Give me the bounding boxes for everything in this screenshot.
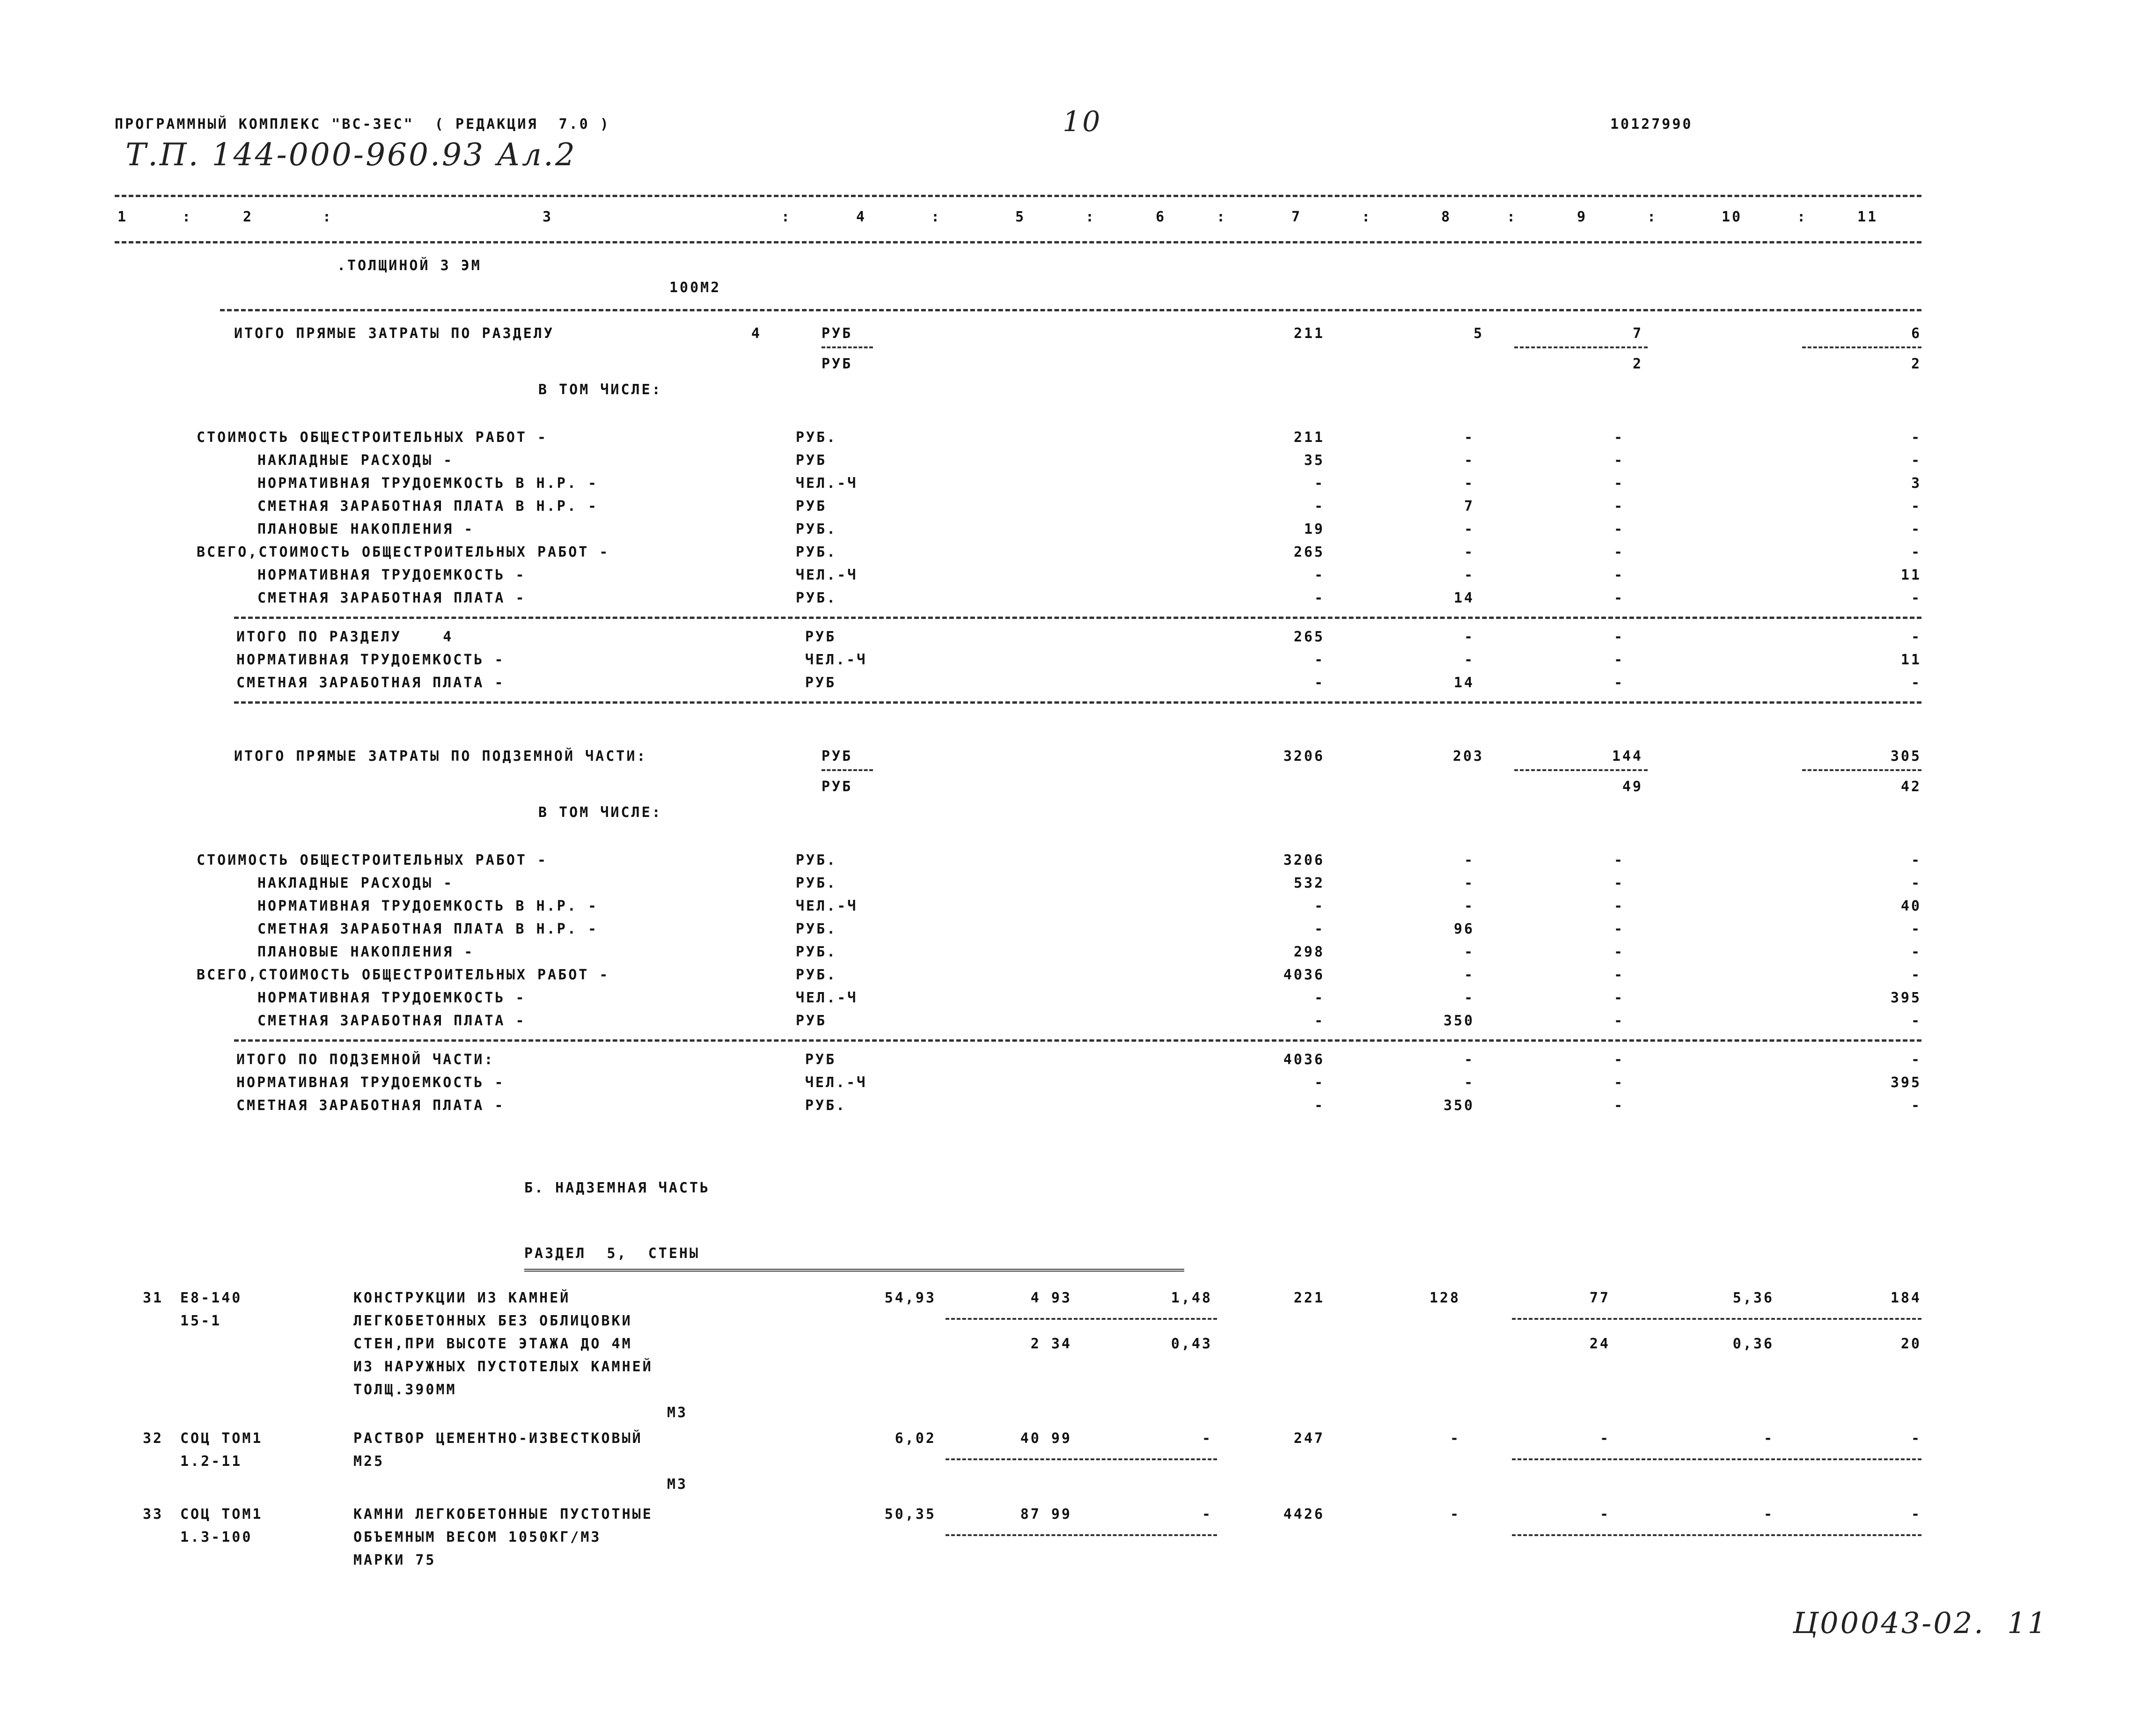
cost-breakdown-label: ПЛАНОВЫЕ НАКОПЛЕНИЯ -: [257, 521, 475, 537]
cost-breakdown-col8: -: [1464, 452, 1474, 469]
document-reference: Т.П. 144-000-960.93 Ал.2: [125, 137, 577, 173]
cost-breakdown-col9: -: [1613, 452, 1624, 469]
item-col5: 40 99: [1020, 1430, 1072, 1447]
item-unit: М3: [667, 1405, 688, 1421]
cost-breakdown-col11: 11: [1900, 567, 1921, 583]
including-label: В ТОМ ЧИСЛЕ:: [538, 804, 662, 821]
item-number: 33: [143, 1506, 164, 1523]
section-total-col9: -: [1613, 629, 1624, 645]
section-total-col8: -: [1464, 1074, 1474, 1091]
item-col10: -: [1763, 1506, 1774, 1523]
column-header-8: 8: [1441, 209, 1452, 225]
cost-breakdown-col11: -: [1911, 452, 1921, 469]
cost-breakdown-col7: -: [1314, 475, 1325, 492]
page-number: 10: [1063, 105, 1102, 138]
cost-breakdown-col11: -: [1911, 1013, 1921, 1029]
cost-breakdown-label: ПЛАНОВЫЕ НАКОПЛЕНИЯ -: [257, 944, 475, 960]
item-col7: 221: [1293, 1290, 1325, 1306]
cost-breakdown-col9: -: [1613, 852, 1624, 868]
cost-breakdown-col9: -: [1613, 429, 1624, 446]
document-code: 10127990: [1610, 116, 1693, 132]
cost-breakdown-unit: РУБ: [796, 1013, 827, 1029]
column-header-4: 4: [856, 209, 867, 225]
direct-costs-unit-2: РУБ: [821, 356, 853, 372]
item-description: КАМНИ ЛЕГКОБЕТОННЫЕ ПУСТОТНЫЕ: [353, 1506, 653, 1523]
cost-breakdown-unit: ЧЕЛ.-Ч: [796, 475, 858, 492]
item-quantity: 54,93: [884, 1290, 936, 1306]
cost-breakdown-col7: 19: [1304, 521, 1325, 537]
item-description: ЛЕГКОБЕТОННЫХ БЕЗ ОБЛИЦОВКИ: [353, 1313, 632, 1329]
direct-costs-col7: 211: [1293, 325, 1325, 342]
item-col5: 4 93: [1030, 1290, 1072, 1306]
item-unit: М3: [667, 1476, 688, 1493]
cost-breakdown-unit: РУБ: [796, 452, 827, 469]
header-rule-top: [115, 195, 1921, 197]
col11-underline: [1802, 769, 1921, 771]
item-number: 31: [143, 1290, 164, 1306]
cost-breakdown-col8: -: [1464, 521, 1474, 537]
item-col11: 184: [1890, 1290, 1921, 1306]
cost-breakdown-unit: РУБ.: [796, 875, 837, 891]
col11-underline: [1802, 346, 1921, 348]
cost-breakdown-unit: ЧЕЛ.-Ч: [796, 898, 858, 914]
cost-breakdown-col11: -: [1911, 521, 1921, 537]
item-col9: 77: [1589, 1290, 1610, 1306]
section-total-unit: ЧЕЛ.-Ч: [805, 652, 867, 668]
column-divider: :: [1647, 209, 1658, 225]
item-subrule: [946, 1318, 1217, 1320]
cost-breakdown-col8: 7: [1464, 498, 1474, 515]
cost-breakdown-label: СТОИМОСТЬ ОБЩЕСТРОИТЕЛЬНЫХ РАБОТ -: [197, 852, 548, 868]
item-col10-wages: 0,36: [1732, 1336, 1774, 1352]
column-header-2: 2: [242, 209, 254, 225]
cost-breakdown-unit: ЧЕЛ.-Ч: [796, 567, 858, 583]
section-total-col11: -: [1911, 675, 1921, 691]
item-col5-wages: 2 34: [1030, 1336, 1072, 1352]
cost-breakdown-col9: -: [1613, 1013, 1624, 1029]
item-code: СОЦ ТОМ1: [180, 1430, 263, 1447]
section-total-col11: -: [1911, 1097, 1921, 1114]
cost-breakdown-col11: -: [1911, 429, 1921, 446]
column-header-1: 1: [117, 209, 128, 225]
header-rule-bottom: [115, 241, 1921, 243]
cost-breakdown-col9: -: [1613, 875, 1624, 891]
program-header: ПРОГРАММНЫЙ КОМПЛЕКС "ВС-ЗЕС" ( РЕДАКЦИЯ 7.0 ): [115, 116, 610, 132]
section-total-col11: 11: [1900, 652, 1921, 668]
unit-underline: [821, 769, 873, 771]
cost-breakdown-col9: -: [1613, 944, 1624, 960]
direct-costs-col9: 144: [1612, 748, 1643, 765]
rule-a: [220, 309, 1921, 311]
item-col10: 5,36: [1732, 1290, 1774, 1306]
section-total-unit: РУБ: [805, 629, 836, 645]
section-total-unit: РУБ: [805, 675, 836, 691]
direct-costs-col11-wages: 2: [1911, 356, 1921, 372]
section-total-col7: 265: [1293, 629, 1325, 645]
cost-breakdown-col11: -: [1911, 852, 1921, 868]
cost-breakdown-col7: 35: [1304, 452, 1325, 469]
direct-costs-col7: 3206: [1283, 748, 1325, 765]
item-code-2: 1.2-11: [180, 1453, 242, 1470]
section-total-col7: -: [1314, 1074, 1325, 1091]
item-col11: -: [1911, 1506, 1921, 1523]
cost-breakdown-col7: 211: [1293, 429, 1325, 446]
cost-breakdown-col8: -: [1464, 567, 1474, 583]
item-col6-wages: 0,43: [1171, 1336, 1212, 1352]
section-total-col9: -: [1613, 1052, 1624, 1068]
cost-breakdown-col9: -: [1613, 544, 1624, 560]
item-quantity: 6,02: [895, 1430, 936, 1447]
section-total-unit: ЧЕЛ.-Ч: [805, 1074, 867, 1091]
section-total-col11: -: [1911, 1052, 1921, 1068]
cost-breakdown-unit: РУБ.: [796, 967, 837, 983]
cost-breakdown-col7: 3206: [1283, 852, 1325, 868]
top-note: .ТОЛЩИНОЙ 3 ЭМ: [337, 257, 482, 274]
cost-breakdown-col7: -: [1314, 567, 1325, 583]
cost-breakdown-col8: 96: [1453, 921, 1474, 937]
item-description: ТОЛЩ.390ММ: [353, 1382, 457, 1398]
cost-breakdown-unit: РУБ.: [796, 544, 837, 560]
cost-breakdown-col7: -: [1314, 898, 1325, 914]
cost-breakdown-col8: -: [1464, 944, 1474, 960]
cost-breakdown-col11: -: [1911, 967, 1921, 983]
cost-breakdown-unit: РУБ.: [796, 521, 837, 537]
direct-costs-unit: РУБ: [821, 748, 853, 765]
section-total-col7: -: [1314, 1097, 1325, 1114]
section-4-end-rule: [234, 701, 1921, 704]
cost-breakdown-col7: 4036: [1283, 967, 1325, 983]
section-total-col11: 395: [1890, 1074, 1921, 1091]
including-label: В ТОМ ЧИСЛЕ:: [538, 382, 662, 398]
section-total-col8: -: [1464, 652, 1474, 668]
cost-breakdown-col9: -: [1613, 967, 1624, 983]
unit-underline: [821, 346, 873, 348]
cost-breakdown-unit: РУБ.: [796, 921, 837, 937]
cost-breakdown-col8: -: [1464, 429, 1474, 446]
cost-breakdown-col11: 40: [1900, 898, 1921, 914]
cost-breakdown-col8: 14: [1453, 590, 1474, 606]
cost-breakdown-label: СМЕТНАЯ ЗАРАБОТНАЯ ПЛАТА -: [257, 1013, 526, 1029]
section-total-label: НОРМАТИВНАЯ ТРУДОЕМКОСТЬ -: [236, 652, 505, 668]
item-col8: -: [1450, 1506, 1460, 1523]
cost-breakdown-col11: 395: [1890, 990, 1921, 1006]
cost-breakdown-col11: -: [1911, 544, 1921, 560]
cost-breakdown-col7: 298: [1293, 944, 1325, 960]
section-total-col9: -: [1613, 1074, 1624, 1091]
cost-breakdown-col8: -: [1464, 475, 1474, 492]
item-subrule-right: [1512, 1534, 1921, 1536]
breakdown-rule: [234, 1039, 1921, 1042]
cost-breakdown-col7: -: [1314, 498, 1325, 515]
cost-breakdown-unit: ЧЕЛ.-Ч: [796, 990, 858, 1006]
cost-breakdown-label: НАКЛАДНЫЕ РАСХОДЫ -: [257, 875, 454, 891]
item-col11-wages: 20: [1900, 1336, 1921, 1352]
direct-costs-col8: 5: [1473, 325, 1484, 342]
section-total-col7: -: [1314, 652, 1325, 668]
column-divider: :: [182, 209, 193, 225]
col9-underline: [1514, 769, 1648, 771]
item-col11: -: [1911, 1430, 1921, 1447]
cost-breakdown-unit: РУБ: [796, 498, 827, 515]
item-subrule: [946, 1458, 1217, 1460]
column-divider: :: [1797, 209, 1808, 225]
direct-costs-col8: 203: [1452, 748, 1484, 765]
breakdown-rule: [234, 617, 1921, 619]
cost-breakdown-col9: -: [1613, 921, 1624, 937]
cost-breakdown-col11: -: [1911, 590, 1921, 606]
item-description: М25: [353, 1453, 385, 1470]
cost-breakdown-col7: 265: [1293, 544, 1325, 560]
cost-breakdown-col9: -: [1613, 498, 1624, 515]
section-total-unit: РУБ: [805, 1052, 836, 1068]
cost-breakdown-col7: 532: [1293, 875, 1325, 891]
cost-breakdown-unit: РУБ.: [796, 944, 837, 960]
section-5-underline: [524, 1269, 1184, 1272]
cost-breakdown-col11: -: [1911, 875, 1921, 891]
column-divider: :: [322, 209, 333, 225]
item-col6: 1,48: [1171, 1290, 1212, 1306]
item-col9-wages: 24: [1589, 1336, 1610, 1352]
column-divider: :: [1085, 209, 1096, 225]
cost-breakdown-col9: -: [1613, 475, 1624, 492]
cost-breakdown-label: СМЕТНАЯ ЗАРАБОТНАЯ ПЛАТА -: [257, 590, 526, 606]
col9-underline: [1514, 346, 1648, 348]
column-divider: :: [1216, 209, 1227, 225]
item-description: МАРКИ 75: [353, 1552, 436, 1568]
cost-breakdown-label: ВСЕГО,СТОИМОСТЬ ОБЩЕСТРОИТЕЛЬНЫХ РАБОТ -: [197, 544, 610, 560]
section-total-col11: -: [1911, 629, 1921, 645]
cost-breakdown-col11: -: [1911, 498, 1921, 515]
top-unit: 100М2: [669, 280, 721, 296]
direct-costs-col9-wages: 49: [1622, 779, 1643, 795]
direct-costs-unit: РУБ: [821, 325, 853, 342]
section-total-col8: -: [1464, 1052, 1474, 1068]
item-col8: 128: [1429, 1290, 1460, 1306]
cost-breakdown-unit: РУБ.: [796, 590, 837, 606]
cost-breakdown-col7: -: [1314, 990, 1325, 1006]
cost-breakdown-unit: РУБ.: [796, 852, 837, 868]
cost-breakdown-col9: -: [1613, 590, 1624, 606]
cost-breakdown-label: НОРМАТИВНАЯ ТРУДОЕМКОСТЬ В Н.Р. -: [257, 898, 599, 914]
item-col6: -: [1202, 1506, 1212, 1523]
cost-breakdown-col8: -: [1464, 544, 1474, 560]
item-code-2: 15-1: [180, 1313, 222, 1329]
direct-costs-col9: 7: [1632, 325, 1643, 342]
section-total-col9: -: [1613, 675, 1624, 691]
item-col9: -: [1599, 1506, 1610, 1523]
column-header-9: 9: [1577, 209, 1588, 225]
cost-breakdown-col7: -: [1314, 1013, 1325, 1029]
cost-breakdown-label: НАКЛАДНЫЕ РАСХОДЫ -: [257, 452, 454, 469]
item-col6: -: [1202, 1430, 1212, 1447]
cost-breakdown-unit: РУБ.: [796, 429, 837, 446]
direct-costs-label: ИТОГО ПРЯМЫЕ ЗАТРАТЫ ПО РАЗДЕЛУ: [234, 325, 554, 342]
item-col5: 87 99: [1020, 1506, 1072, 1523]
section-total-unit: РУБ.: [805, 1097, 847, 1114]
direct-costs-col11: 305: [1890, 748, 1921, 765]
direct-costs-col11-wages: 42: [1900, 779, 1921, 795]
cost-breakdown-col9: -: [1613, 990, 1624, 1006]
footer-stamp: Ц00043-02. 11: [1793, 1606, 2048, 1640]
item-code: СОЦ ТОМ1: [180, 1506, 263, 1523]
item-col7: 247: [1293, 1430, 1325, 1447]
item-quantity: 50,35: [884, 1506, 936, 1523]
cost-breakdown-col8: 350: [1443, 1013, 1474, 1029]
column-header-5: 5: [1015, 209, 1026, 225]
direct-costs-unit-2: РУБ: [821, 779, 853, 795]
cost-breakdown-col8: -: [1464, 875, 1474, 891]
section-total-col7: -: [1314, 675, 1325, 691]
cost-breakdown-label: СМЕТНАЯ ЗАРАБОТНАЯ ПЛАТА В Н.Р. -: [257, 921, 599, 937]
item-subrule-right: [1512, 1458, 1921, 1460]
cost-breakdown-col11: 3: [1911, 475, 1921, 492]
column-divider: :: [931, 209, 942, 225]
cost-breakdown-col7: -: [1314, 590, 1325, 606]
direct-costs-col9-wages: 2: [1632, 356, 1643, 372]
section-total-col9: -: [1613, 1097, 1624, 1114]
section-total-col8: 350: [1443, 1097, 1474, 1114]
direct-costs-label: ИТОГО ПРЯМЫЕ ЗАТРАТЫ ПО ПОДЗЕМНОЙ ЧАСТИ:: [234, 748, 647, 765]
cost-breakdown-col9: -: [1613, 567, 1624, 583]
column-divider: :: [1361, 209, 1372, 225]
item-code: Е8-140: [180, 1290, 242, 1306]
column-header-6: 6: [1155, 209, 1166, 225]
cost-breakdown-label: НОРМАТИВНАЯ ТРУДОЕМКОСТЬ -: [257, 567, 526, 583]
cost-breakdown-label: НОРМАТИВНАЯ ТРУДОЕМКОСТЬ -: [257, 990, 526, 1006]
item-code-2: 1.3-100: [180, 1529, 253, 1545]
section-total-label: СМЕТНАЯ ЗАРАБОТНАЯ ПЛАТА -: [236, 675, 505, 691]
cost-breakdown-col9: -: [1613, 521, 1624, 537]
cost-breakdown-col8: -: [1464, 990, 1474, 1006]
section-total-label: СМЕТНАЯ ЗАРАБОТНАЯ ПЛАТА -: [236, 1097, 505, 1114]
column-header-7: 7: [1291, 209, 1302, 225]
cost-breakdown-col8: -: [1464, 898, 1474, 914]
section-total-col9: -: [1613, 652, 1624, 668]
column-divider: :: [781, 209, 792, 225]
section-total-col7: 4036: [1283, 1052, 1325, 1068]
section-total-col8: 14: [1453, 675, 1474, 691]
cost-breakdown-label: ВСЕГО,СТОИМОСТЬ ОБЩЕСТРОИТЕЛЬНЫХ РАБОТ -: [197, 967, 610, 983]
item-col9: -: [1599, 1430, 1610, 1447]
item-description: КОНСТРУКЦИИ ИЗ КАМНЕЙ: [353, 1290, 571, 1306]
column-header-3: 3: [542, 209, 553, 225]
direct-costs-section-number: 4: [751, 325, 762, 342]
part-b-title: Б. НАДЗЕМНАЯ ЧАСТЬ: [524, 1180, 711, 1196]
cost-breakdown-col11: -: [1911, 921, 1921, 937]
cost-breakdown-label: СТОИМОСТЬ ОБЩЕСТРОИТЕЛЬНЫХ РАБОТ -: [197, 429, 548, 446]
column-divider: :: [1506, 209, 1518, 225]
cost-breakdown-label: НОРМАТИВНАЯ ТРУДОЕМКОСТЬ В Н.Р. -: [257, 475, 599, 492]
item-description: СТЕН,ПРИ ВЫСОТЕ ЭТАЖА ДО 4М: [353, 1336, 632, 1352]
section-total-label: ИТОГО ПО РАЗДЕЛУ 4: [236, 629, 454, 645]
section-total-col8: -: [1464, 629, 1474, 645]
cost-breakdown-col9: -: [1613, 898, 1624, 914]
cost-breakdown-label: СМЕТНАЯ ЗАРАБОТНАЯ ПЛАТА В Н.Р. -: [257, 498, 599, 515]
section-5-title: РАЗДЕЛ 5, СТЕНЫ: [524, 1245, 700, 1262]
item-col7: 4426: [1283, 1506, 1325, 1523]
item-subrule-right: [1512, 1318, 1921, 1320]
cost-breakdown-col11: -: [1911, 944, 1921, 960]
item-subrule: [946, 1534, 1217, 1536]
cost-breakdown-col8: -: [1464, 967, 1474, 983]
item-col8: -: [1450, 1430, 1460, 1447]
section-total-label: НОРМАТИВНАЯ ТРУДОЕМКОСТЬ -: [236, 1074, 505, 1091]
cost-breakdown-col8: -: [1464, 852, 1474, 868]
column-header-11: 11: [1857, 209, 1878, 225]
item-col10: -: [1763, 1430, 1774, 1447]
item-description: РАСТВОР ЦЕМЕНТНО-ИЗВЕСТКОВЫЙ: [353, 1430, 643, 1447]
item-description: ОБЪЕМНЫМ ВЕСОМ 1050КГ/М3: [353, 1529, 601, 1545]
column-header-10: 10: [1721, 209, 1743, 225]
direct-costs-col11: 6: [1911, 325, 1921, 342]
item-description: ИЗ НАРУЖНЫХ ПУСТОТЕЛЫХ КАМНЕЙ: [353, 1359, 653, 1375]
section-total-label: ИТОГО ПО ПОДЗЕМНОЙ ЧАСТИ:: [236, 1052, 495, 1068]
cost-breakdown-col7: -: [1314, 921, 1325, 937]
item-number: 32: [143, 1430, 164, 1447]
